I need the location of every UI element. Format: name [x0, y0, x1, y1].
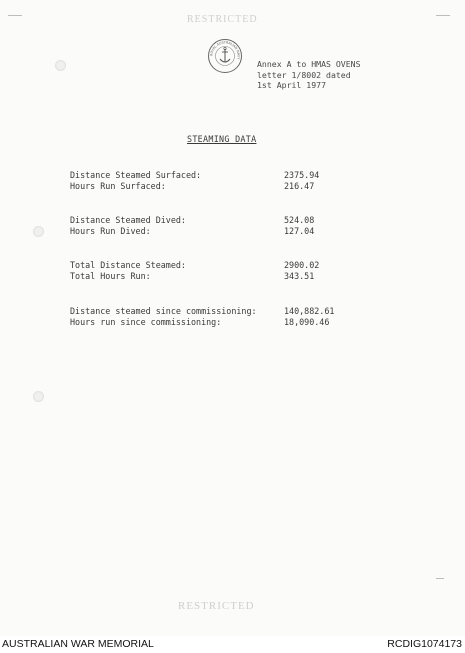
annex-line-3: 1st April 1977 — [257, 80, 327, 90]
institution-label: AUSTRALIAN WAR MEMORIAL — [2, 638, 154, 650]
table-row — [70, 317, 400, 328]
row-label: Total Distance Steamed: — [70, 260, 186, 270]
edge-mark-bottom-right — [436, 578, 444, 579]
table-row — [70, 260, 400, 271]
table-row — [70, 170, 400, 181]
annex-reference — [257, 59, 361, 91]
row-value: 18,090.46 — [284, 316, 330, 327]
row-value: 343.51 — [284, 270, 315, 281]
totals-group — [70, 260, 400, 281]
row-label: Distance Steamed Dived: — [70, 215, 186, 225]
row-label: Hours run since commissioning: — [70, 316, 222, 327]
table-row — [70, 181, 400, 192]
top-restricted-stamp: RESTRICTED — [187, 14, 258, 25]
row-value: 524.08 — [284, 215, 315, 225]
commissioning-group — [70, 306, 400, 327]
table-row — [70, 226, 400, 237]
dived-group — [70, 215, 400, 236]
bottom-restricted-stamp: RESTRICTED — [178, 600, 255, 612]
row-label: Total Hours Run: — [70, 270, 151, 281]
annex-line-1: Annex A to HMAS OVENS — [257, 59, 361, 69]
edge-mark-top-right — [436, 15, 450, 16]
edge-mark-top-left — [8, 15, 22, 16]
surfaced-group — [70, 170, 400, 191]
page-title: STEAMING DATA — [187, 134, 257, 144]
row-value: 216.47 — [284, 180, 315, 191]
table-row — [70, 306, 400, 317]
navy-seal-icon — [207, 38, 243, 74]
table-row — [70, 271, 400, 282]
row-value: 2900.02 — [284, 260, 320, 270]
punch-hole-bottom — [33, 391, 44, 402]
archive-footer — [0, 636, 465, 653]
row-value: 127.04 — [284, 225, 315, 236]
table-row — [70, 215, 400, 226]
seal-text: ROYAL AUSTRALIAN NAVY — [209, 40, 241, 60]
row-label: Distance Steamed Surfaced: — [70, 170, 202, 180]
catalogue-id: RCDIG1074173 — [387, 638, 462, 650]
row-value: 2375.94 — [284, 170, 320, 180]
punch-hole-top — [55, 60, 66, 71]
row-value: 140,882.61 — [284, 306, 335, 316]
row-label: Hours Run Surfaced: — [70, 180, 166, 191]
row-label: Distance steamed since commissioning: — [70, 306, 257, 316]
annex-line-2: letter 1/8002 dated — [257, 69, 351, 80]
punch-hole-middle — [33, 226, 44, 237]
row-label: Hours Run Dived: — [70, 225, 151, 236]
